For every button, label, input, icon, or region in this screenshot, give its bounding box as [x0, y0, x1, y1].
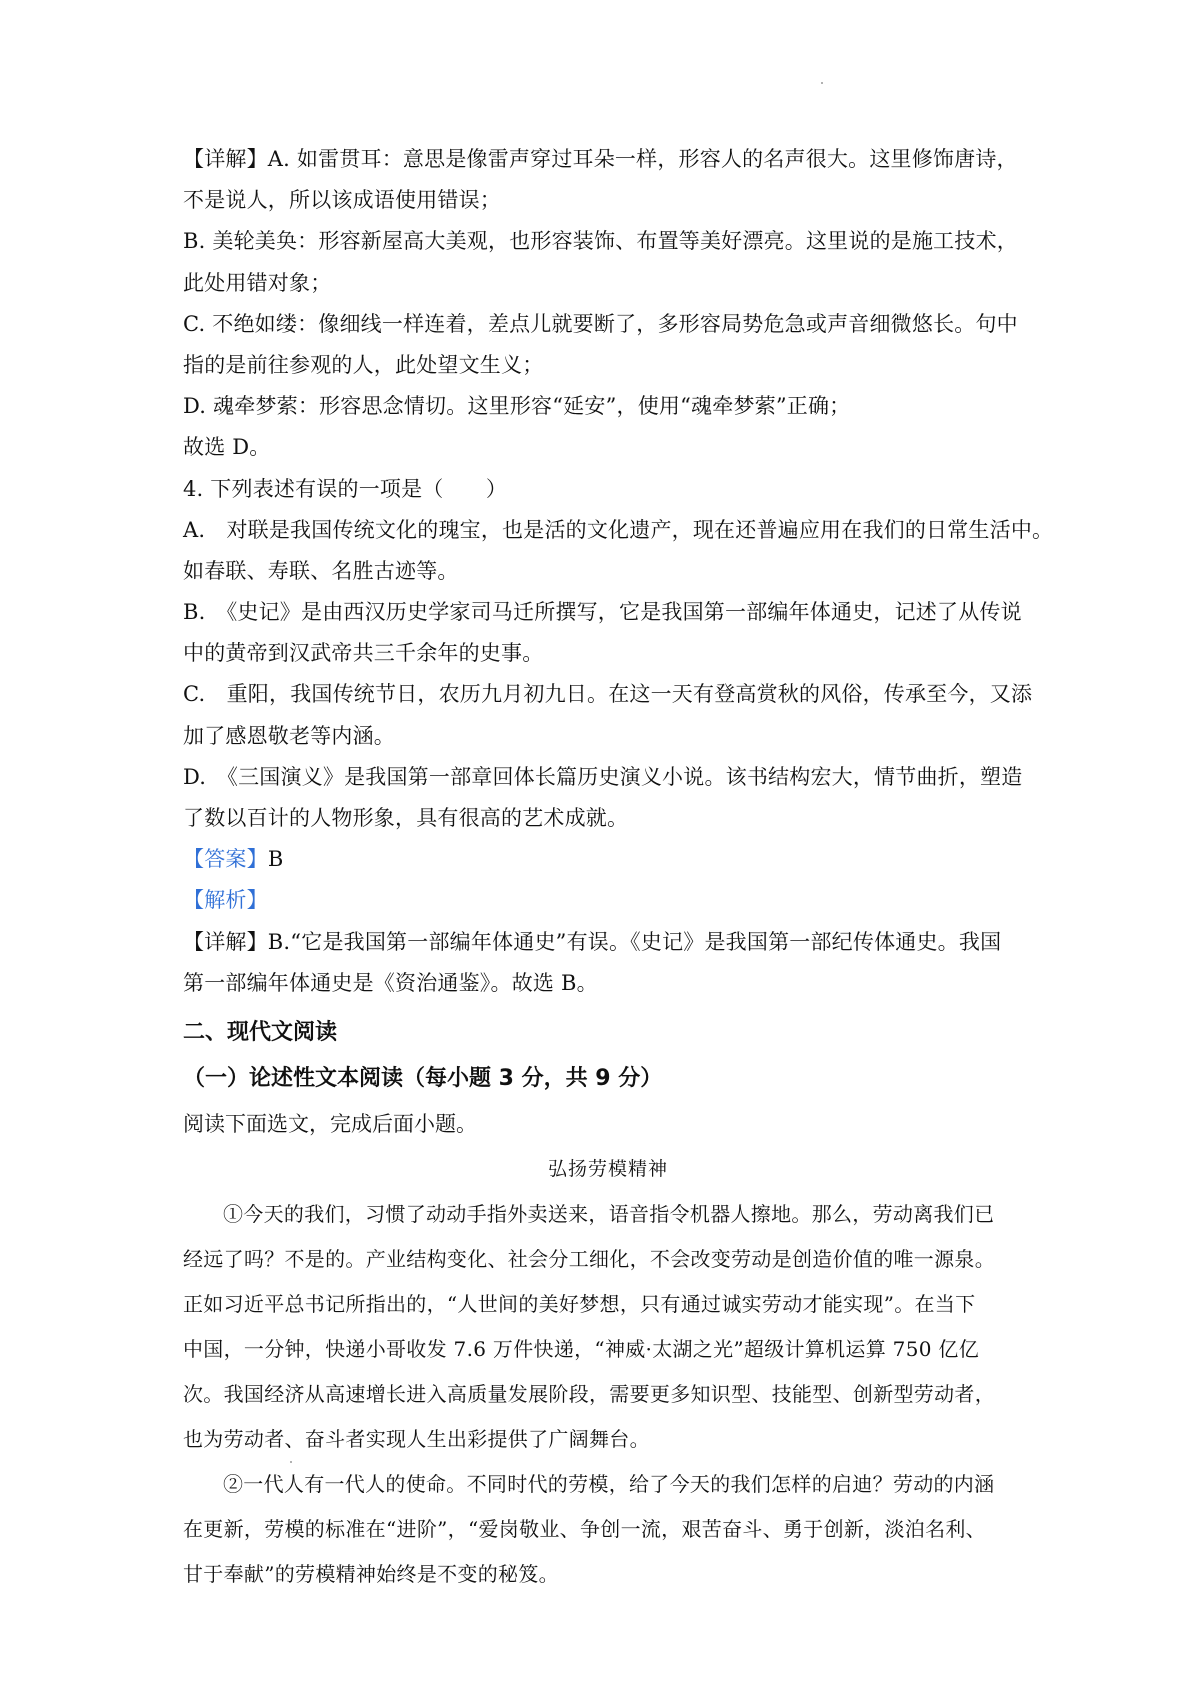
answer-value: B	[267, 847, 284, 872]
essay-title: 弘扬劳模精神	[547, 1157, 668, 1180]
text-line: B. 《史记》是由西汉历史学家司马迁所撰写，它是我国第一部编年体通史，记述了从传说	[183, 600, 1022, 625]
text-line: 第一部编年体通史是《资治通鉴》。故选 B。	[183, 970, 598, 995]
essay-line: 也为劳动者、奋斗者实现人生出彩提供了广阔舞台。	[183, 1426, 650, 1451]
text-line: C. 不绝如缕：像细线一样连着，差点儿就要断了，多形容局势危急或声音细微悠长。句中	[183, 311, 1018, 336]
text-line: 【解析】	[183, 888, 268, 913]
essay-paragraph-2	[183, 1462, 1033, 1597]
text-line	[183, 839, 1033, 880]
text-line: 【详解】B.“它是我国第一部编年体通史”有误。《史记》是我国第一部纪传体通史。我国	[183, 929, 1002, 954]
essay-line: 经远了吗？不是的。产业结构变化、社会分工细化，不会改变劳动是创造价值的唯一源泉。	[183, 1246, 995, 1271]
essay-paragraph-1	[183, 1192, 1033, 1462]
text-line: C. 重阳，我国传统节日，农历九月初九日。在这一天有登高赏秋的风俗，传承至今，又添	[183, 682, 1033, 707]
text-line: 不是说人，所以该成语使用错误；	[183, 188, 501, 213]
text-line: 了数以百计的人物形象，具有很高的艺术成就。	[183, 806, 629, 830]
reading-instruction: 阅读下面选文，完成后面小题。	[183, 1111, 477, 1136]
text-line: 指的是前往参观的人，此处望文生义；	[183, 352, 544, 377]
essay-body	[183, 1192, 1033, 1597]
text-line: A. 对联是我国传统文化的瑰宝，也是活的文化遗产，现在还普遍应用在我们的日常生活中。	[183, 517, 1054, 542]
essay-line: 中国，一分钟，快递小哥收发 7.6 万件快递，“神威·太湖之光”超级计算机运算 750 亿亿	[183, 1336, 980, 1361]
essay-line: ①今天的我们，习惯了动动手指外卖送来，语音指令机器人擦地。那么，劳动离我们已	[223, 1201, 995, 1226]
essay-line: 次。我国经济从高速增长进入高质量发展阶段，需要更多知识型、技能型、创新型劳动者，	[183, 1381, 995, 1406]
text-line: 加了感恩敬老等内涵。	[183, 723, 395, 748]
top-scan-mark	[821, 82, 823, 84]
subsection-heading: （一）论述性文本阅读（每小题 3 分，共 9 分）	[183, 1065, 663, 1091]
essay-line: 正如习近平总书记所指出的，“人世间的美好梦想，只有通过诚实劳动才能实现”。在当下	[183, 1291, 976, 1316]
essay-line: ②一代人有一代人的使命。不同时代的劳模，给了今天的我们怎样的启迪？劳动的内涵	[223, 1471, 995, 1496]
document-content	[183, 139, 1054, 1597]
text-line: 此处用错对象；	[183, 270, 332, 295]
question-explanation-block	[183, 139, 1054, 1004]
essay-line: 甘于奉献”的劳模精神始终是不变的秘笈。	[183, 1561, 559, 1586]
text-line: 【详解】A. 如雷贯耳：意思是像雷声穿过耳朵一样，形容人的名声很大。这里修饰唐诗，	[183, 147, 1018, 171]
text-line: 中的黄帝到汉武帝共三千余年的史事。	[183, 641, 544, 666]
text-line: D. 《三国演义》是我国第一部章回体长篇历史演义小说。该书结构宏大，情节曲折，塑造	[183, 764, 1023, 789]
answer-tag: 【答案】	[183, 847, 268, 872]
essay-line: 在更新，劳模的标准在“进阶”，“爱岗敬业、争创一流，艰苦奋斗、勇于创新，淡泊名利、	[183, 1516, 986, 1541]
text-line: B. 美轮美奂：形容新屋高大美观，也形容装饰、布置等美好漂亮。这里说的是施工技术，	[183, 229, 1018, 254]
text-line: D. 魂牵梦萦：形容思念情切。这里形容“延安”，使用“魂牵梦萦”正确；	[183, 394, 851, 419]
section-heading: 二、现代文阅读	[183, 1019, 338, 1045]
text-line: 4. 下列表述有误的一项是（ ）	[183, 476, 508, 501]
text-line: 如春联、寿联、名胜古迹等。	[183, 558, 459, 583]
text-line: 故选 D。	[183, 435, 271, 460]
